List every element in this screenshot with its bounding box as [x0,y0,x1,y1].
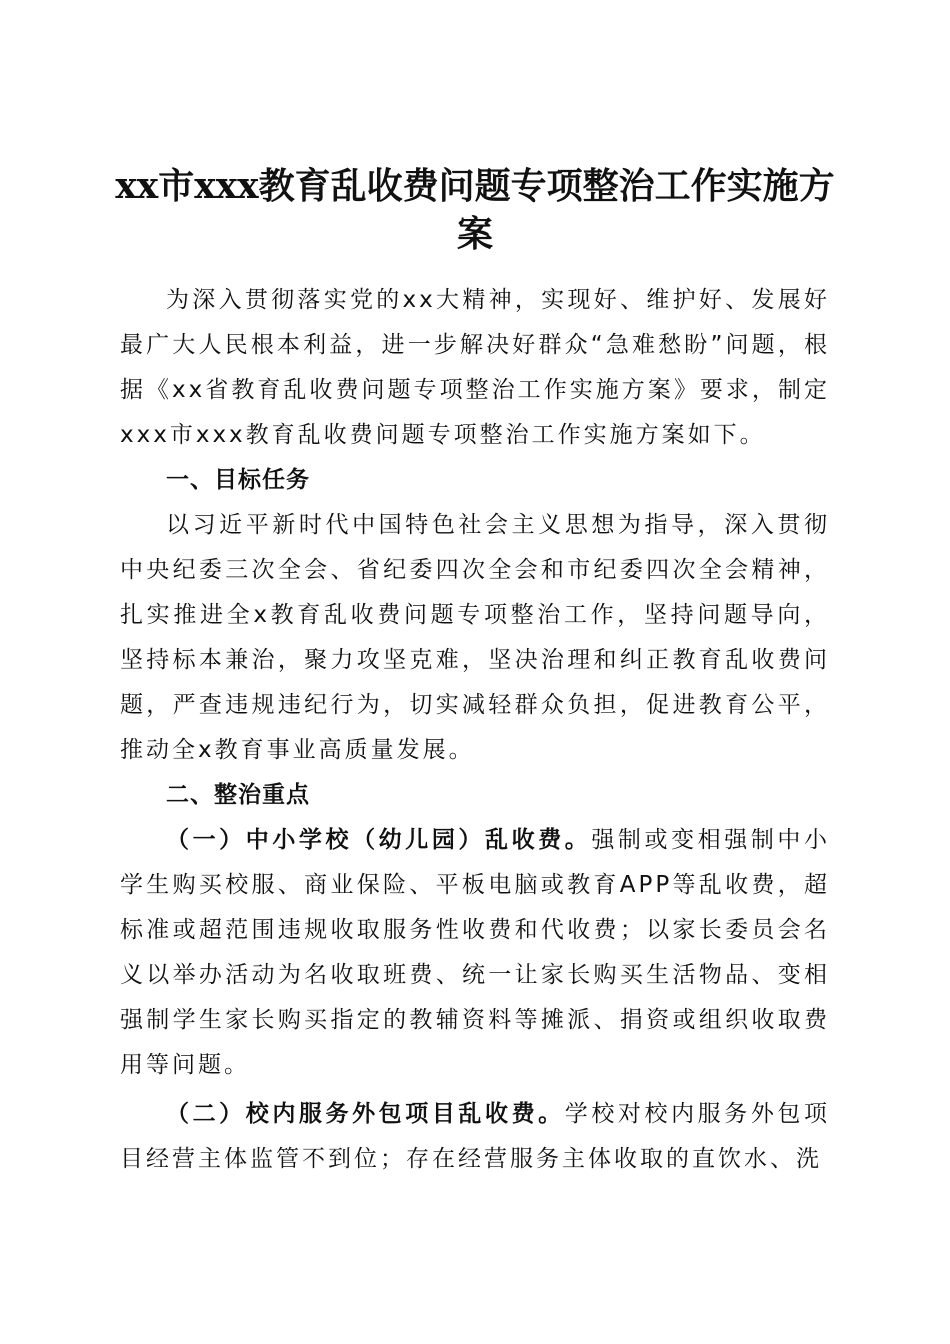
intro-paragraph: 为深入贯彻落实党的xx大精神，实现好、维护好、发展好最广大人民根本利益，进一步解决好群众“急难愁盼”问题，根据《xx省教育乱收费问题专项整治工作实施方案》要求，制定xxx市xxx教育乱收费问题专项整治工作实施方案如下。 [120,287,830,448]
section-heading-goals: 一、目标任务 [166,467,310,493]
focus-item-1-lead: （一）中小学校（幼儿园）乱收费。 [166,827,592,853]
document-body [120,278,830,1182]
focus-item-1-paragraph [120,818,830,1088]
section-heading-focus: 二、整治重点 [166,782,310,808]
goals-paragraph: 以习近平新时代中国特色社会主义思想为指导，深入贯彻中央纪委三次全会、省纪委四次全会和市纪委四次全会精神，扎实推进全x教育乱收费问题专项整治工作，坚持问题导向，坚持标本兼治，聚力攻坚克难，坚决治理和纠正教育乱收费问题，严查违规违纪行为，切实减轻群众负担，促进教育公平，推动全x教育事业高质量发展。 [120,512,830,763]
focus-item-1-text: 强制或变相强制中小学生购买校服、商业保险、平板电脑或教育APP等乱收费，超标准或超范围违规收取服务性收费和代收费；以家长委员会名义以举办活动为名收取班费、统一让家长购买生活物品、变相强制学生家长购买指定的教辅资料等摊派、捐资或组织收取费用等问题。 [120,827,831,1078]
focus-item-2-paragraph [120,1092,830,1182]
focus-item-2-text: 学校对校内服务外包项目经营主体监管不到位；存在经营服务主体收取的直饮水、洗 [120,1101,831,1172]
focus-item-2-lead: （二）校内服务外包项目乱收费。 [166,1101,565,1127]
document-title: xx市xxx教育乱收费问题专项整治工作实施方案 [115,165,835,256]
